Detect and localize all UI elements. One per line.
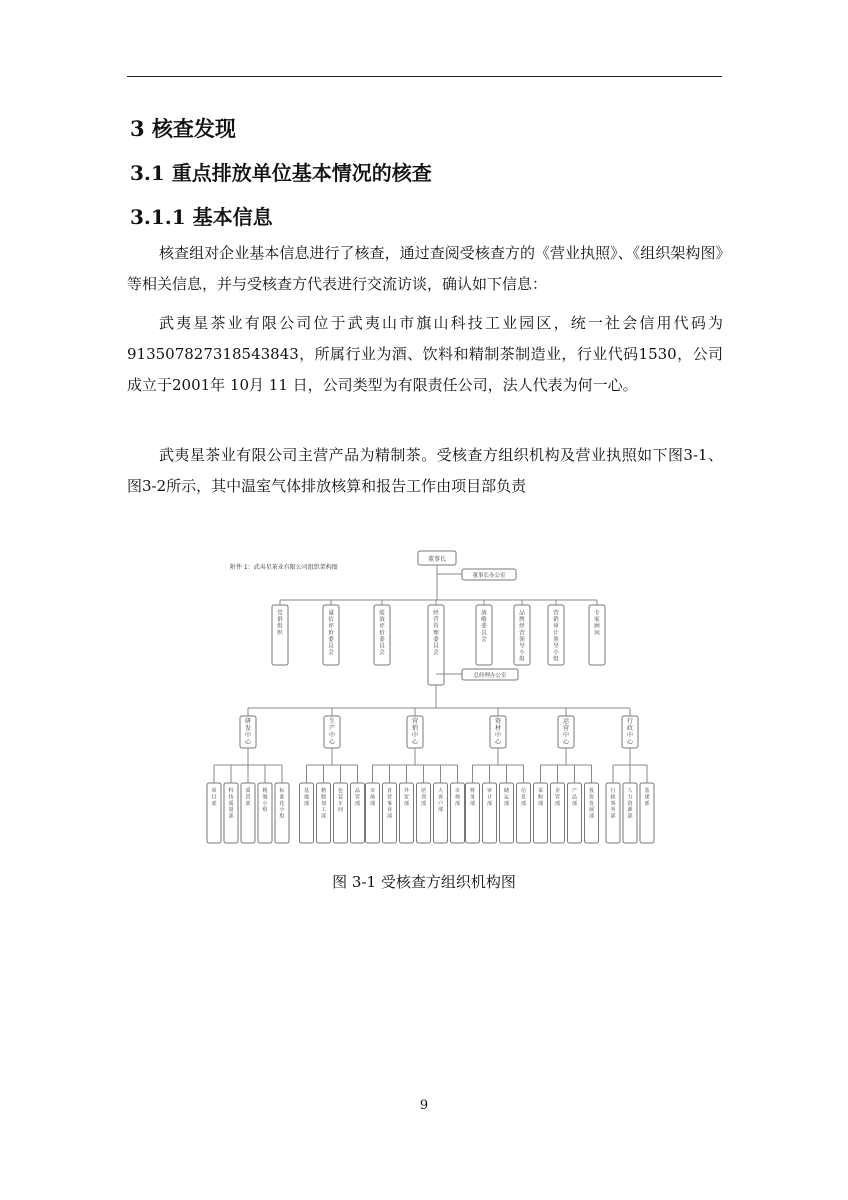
org-department-label: 培训部 (420, 788, 427, 807)
header-rule (127, 76, 722, 77)
org-department-label: 信息部 (520, 788, 527, 807)
org-chart (200, 543, 660, 847)
figure-caption: 图 3-1 受核查方组织机构图 (332, 873, 516, 891)
org-department-label: 包装车间 (337, 788, 344, 814)
org-department-label: 储运部 (503, 788, 510, 807)
org-department-label: 审计部 (486, 788, 493, 807)
org-committee-label: 诚信评价委员会 (328, 610, 334, 657)
org-department-label: 大客户部 (437, 788, 444, 814)
org-department-label: 精制加工部 (320, 788, 327, 820)
org-committee-label: 营销审计领导小组 (553, 610, 559, 663)
section-heading: 3 核查发现 (130, 116, 236, 141)
org-department-label: 基地部 (303, 788, 310, 807)
org-committee-label: 绩效评价委员会 (379, 610, 385, 657)
paragraph-main-product: 武夷星茶业有限公司主营产品为精制茶。受核查方组织机构及营业执照如下图3-1、图3-2所示，其中温室气体排放核算和报告工作由项目部负责 (127, 446, 723, 495)
org-chart-figure (200, 543, 660, 847)
org-department-label: 投资发展部 (588, 788, 595, 820)
subsubsection-heading: 3.1.1 基本信息 (130, 205, 273, 229)
org-department-label: 外贸部 (403, 788, 410, 807)
subsection-heading: 3.1 重点排放单位基本情况的核查 (130, 161, 432, 185)
org-department-label: 财务部 (469, 788, 476, 807)
org-department-label: 科技质量部 (228, 788, 234, 820)
org-box-top-label: 董事长 (427, 556, 447, 563)
org-box-chairman-office-label: 董事长办公室 (472, 573, 506, 579)
org-department-label: 质管部 (245, 788, 251, 807)
org-department-label: 市场部 (369, 788, 376, 807)
org-department-label: 项目部 (211, 788, 217, 807)
paragraph-company-info: 武夷星茶业有限公司位于武夷山市旗山科技工业园区，统一社会信用代码为913507827318543843，所属行业为酒、饮料和精制茶制造业，行业代码1530，公司成立于2001年 10月 11 日，公司类型为有限责任公司，法人代表为何一心。 (127, 314, 723, 394)
org-department-label: 采购部 (537, 788, 544, 807)
org-department-label: 人力资源部 (627, 788, 633, 820)
org-department-label: 产品部 (571, 788, 578, 807)
org-committee-label: 经营管理委员会 (433, 610, 439, 657)
org-department-label: 标准化小组 (279, 788, 285, 820)
org-center-label: 资材中心 (494, 718, 502, 746)
org-center-label: 行政中心 (626, 718, 634, 746)
paragraph-intro: 核查组对企业基本信息进行了核查，通过查阅受核查方的《营业执照》、《组织架构图》等相关信息，并与受核查方代表进行交流访谈，确认如下信息： (127, 244, 723, 293)
org-center-label: 营销中心 (411, 718, 419, 746)
org-department-label: 行政事务部 (610, 788, 616, 820)
org-committee-label: 品牌经营领导小组 (519, 610, 525, 663)
org-department-label: 直营事业部 (386, 788, 393, 820)
org-center-label: 运营中心 (562, 718, 570, 746)
org-committee-label: 专家顾问 (594, 610, 600, 637)
org-center-label: 生产中心 (328, 718, 336, 746)
org-box-gm-office-label: 总经理办公室 (473, 673, 507, 679)
org-chart-title: 附件 1：武夷星茶业有限公司组织架构图 (230, 564, 338, 571)
org-department-label: 品管部 (354, 788, 361, 807)
org-committee-label: 党群组织 (277, 610, 283, 637)
org-center-label: 研发中心 (244, 718, 252, 746)
org-department-label: 精制小组 (262, 788, 268, 814)
page-number: 9 (419, 1098, 429, 1113)
org-department-label: 企管部 (554, 788, 561, 807)
org-committee-label: 战略委员会 (481, 610, 487, 643)
org-department-label: 基建部 (644, 788, 650, 807)
org-department-label: 市场部 (454, 788, 461, 807)
